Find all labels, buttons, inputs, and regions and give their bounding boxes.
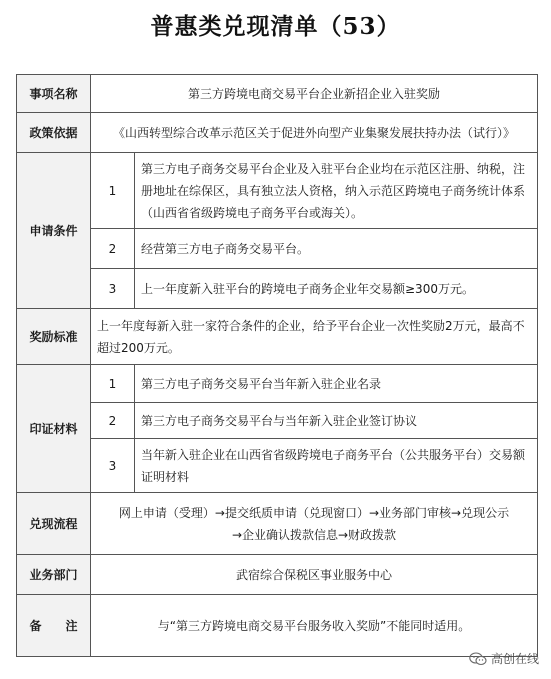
condition-number: 3	[91, 269, 135, 309]
condition-text: 经营第三方电子商务交易平台。	[135, 229, 538, 269]
row-policy-basis	[17, 113, 538, 153]
label-policy-basis: 政策依据	[17, 113, 91, 153]
label-notes: 备 注	[17, 595, 91, 657]
wechat-icon	[469, 652, 487, 666]
value-item-name: 第三方跨境电商交易平台企业新招企业入驻奖励	[91, 75, 538, 113]
value-notes: 与“第三方跨境电商交易平台服务收入奖励”不能同时适用。	[91, 595, 538, 657]
condition-text: 上一年度新入驻平台的跨境电子商务企业年交易额≥300万元。	[135, 269, 538, 309]
material-number: 1	[91, 365, 135, 403]
material-number: 2	[91, 403, 135, 439]
label-process: 兑现流程	[17, 493, 91, 555]
material-text: 第三方电子商务交易平台与当年新入驻企业签订协议	[135, 403, 538, 439]
label-department: 业务部门	[17, 555, 91, 595]
value-process	[91, 493, 538, 555]
row-notes	[17, 595, 538, 657]
row-condition-2	[17, 229, 538, 269]
row-item-name	[17, 75, 538, 113]
material-text: 第三方电子商务交易平台当年新入驻企业名录	[135, 365, 538, 403]
row-material-1	[17, 365, 538, 403]
policy-table	[16, 74, 538, 657]
label-conditions: 申请条件	[17, 153, 91, 309]
row-condition-3	[17, 269, 538, 309]
row-process	[17, 493, 538, 555]
watermark	[469, 650, 539, 667]
value-reward: 上一年度每新入驻一家符合条件的企业，给予平台企业一次性奖励2万元，最高不超过200万元。	[91, 309, 538, 365]
row-condition-1	[17, 153, 538, 229]
page-title: 普惠类兑现清单（53）	[150, 13, 401, 40]
value-department: 武宿综合保税区事业服务中心	[91, 555, 538, 595]
watermark-text: 高创在线	[490, 652, 539, 666]
label-materials: 印证材料	[17, 365, 91, 493]
condition-text: 第三方电子商务交易平台企业及入驻平台企业均在示范区注册、纳税，注册地址在综保区，具有独立法人资格，纳入示范区跨境电子商务统计体系（山西省省级跨境电子商务平台或海关）。	[135, 153, 538, 229]
label-reward: 奖励标准	[17, 309, 91, 365]
process-line-2: →企业确认拨款信息→财政拨款	[231, 527, 397, 542]
row-department	[17, 555, 538, 595]
row-material-2	[17, 403, 538, 439]
material-number: 3	[91, 439, 135, 493]
row-material-3	[17, 439, 538, 493]
condition-number: 2	[91, 229, 135, 269]
value-policy-basis: 《山西转型综合改革示范区关于促进外向型产业集聚发展扶持办法（试行）》	[91, 113, 538, 153]
label-item-name: 事项名称	[17, 75, 91, 113]
row-reward	[17, 309, 538, 365]
material-text: 当年新入驻企业在山西省省级跨境电子商务平台（公共服务平台）交易额证明材料	[135, 439, 538, 493]
condition-number: 1	[91, 153, 135, 229]
process-line-1: 网上申请（受理）→提交纸质申请（兑现窗口）→业务部门审核→兑现公示	[118, 505, 510, 520]
